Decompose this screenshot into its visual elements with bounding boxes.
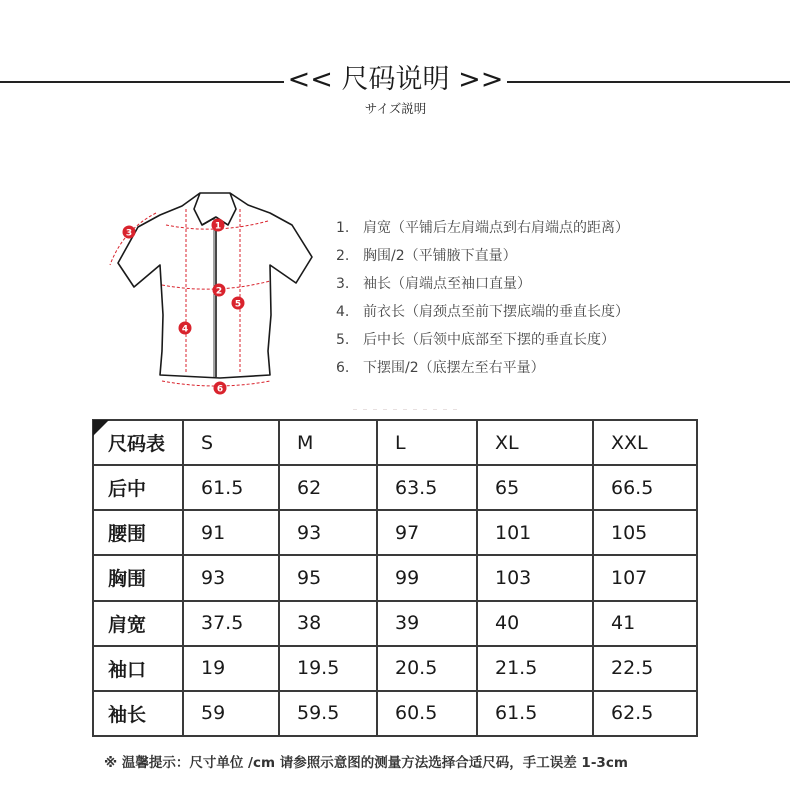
table-row — [93, 510, 697, 555]
row-label: 胸围 — [93, 555, 183, 600]
table-cell: 97 — [377, 510, 477, 555]
table-cell: 38 — [279, 601, 377, 646]
table-cell: 93 — [279, 510, 377, 555]
decorative-divider — [353, 408, 463, 411]
legend-item: 6. 下摆围/2（底摆左至右平量） — [336, 360, 545, 376]
table-row — [93, 601, 697, 646]
header-divider-right — [507, 81, 790, 83]
row-label: 后中 — [93, 465, 183, 510]
table-corner-label: 尺码表 — [93, 420, 183, 465]
marker-1-label: 1 — [214, 221, 222, 232]
size-header: XXL — [593, 420, 697, 465]
table-cell: 40 — [477, 601, 593, 646]
table-cell: 59 — [183, 691, 279, 736]
page-subtitle: サイズ説明 — [364, 101, 427, 116]
header-divider-left — [0, 81, 284, 83]
table-cell: 105 — [593, 510, 697, 555]
legend-item: 5. 后中长（后领中底部至下摆的垂直长度） — [336, 332, 615, 348]
page-title: << 尺码说明 >> — [287, 64, 504, 95]
table-cell: 41 — [593, 601, 697, 646]
table-cell: 22.5 — [593, 646, 697, 691]
table-cell: 61.5 — [477, 691, 593, 736]
table-cell: 93 — [183, 555, 279, 600]
table-row — [93, 646, 697, 691]
legend-item: 3. 袖长（肩端点至袖口直量） — [336, 276, 531, 292]
row-label: 腰围 — [93, 510, 183, 555]
table-cell: 103 — [477, 555, 593, 600]
table-cell: 19 — [183, 646, 279, 691]
shirt-measurement-diagram — [98, 185, 330, 400]
table-cell: 91 — [183, 510, 279, 555]
table-cell: 66.5 — [593, 465, 697, 510]
row-label: 袖口 — [93, 646, 183, 691]
table-cell: 20.5 — [377, 646, 477, 691]
size-header: L — [377, 420, 477, 465]
table-cell: 19.5 — [279, 646, 377, 691]
size-header: M — [279, 420, 377, 465]
marker-4-label: 4 — [181, 324, 189, 335]
table-cell: 61.5 — [183, 465, 279, 510]
row-label: 肩宽 — [93, 601, 183, 646]
marker-6-label: 6 — [216, 384, 224, 395]
measurement-markers — [123, 219, 245, 395]
size-table — [92, 419, 698, 737]
legend-item: 1. 肩宽（平铺后左肩端点到右肩端点的距离） — [336, 220, 629, 236]
table-cell: 62 — [279, 465, 377, 510]
table-cell: 59.5 — [279, 691, 377, 736]
footer-note: ※ 温馨提示：尺寸单位 /cm 请参照示意图的测量方法选择合适尺码，手工误差 1-3cm — [104, 755, 628, 771]
table-cell: 37.5 — [183, 601, 279, 646]
measurement-legend — [336, 214, 629, 382]
table-cell: 62.5 — [593, 691, 697, 736]
table-cell: 63.5 — [377, 465, 477, 510]
table-cell: 95 — [279, 555, 377, 600]
marker-3-label: 3 — [125, 228, 133, 239]
table-row — [93, 555, 697, 600]
table-cell: 21.5 — [477, 646, 593, 691]
table-cell: 39 — [377, 601, 477, 646]
table-cell: 107 — [593, 555, 697, 600]
marker-2-label: 2 — [215, 286, 223, 297]
legend-item: 4. 前衣长（肩颈点至前下摆底端的垂直长度） — [336, 304, 629, 320]
table-row — [93, 465, 697, 510]
table-corner-triangle-icon — [93, 420, 109, 436]
legend-item: 2. 胸围/2（平铺腋下直量） — [336, 248, 517, 264]
table-cell: 65 — [477, 465, 593, 510]
table-header-row — [93, 420, 697, 465]
table-cell: 101 — [477, 510, 593, 555]
table-cell: 60.5 — [377, 691, 477, 736]
table-cell: 99 — [377, 555, 477, 600]
row-label: 袖长 — [93, 691, 183, 736]
table-row — [93, 691, 697, 736]
size-header: S — [183, 420, 279, 465]
marker-5-label: 5 — [234, 299, 242, 310]
size-header: XL — [477, 420, 593, 465]
